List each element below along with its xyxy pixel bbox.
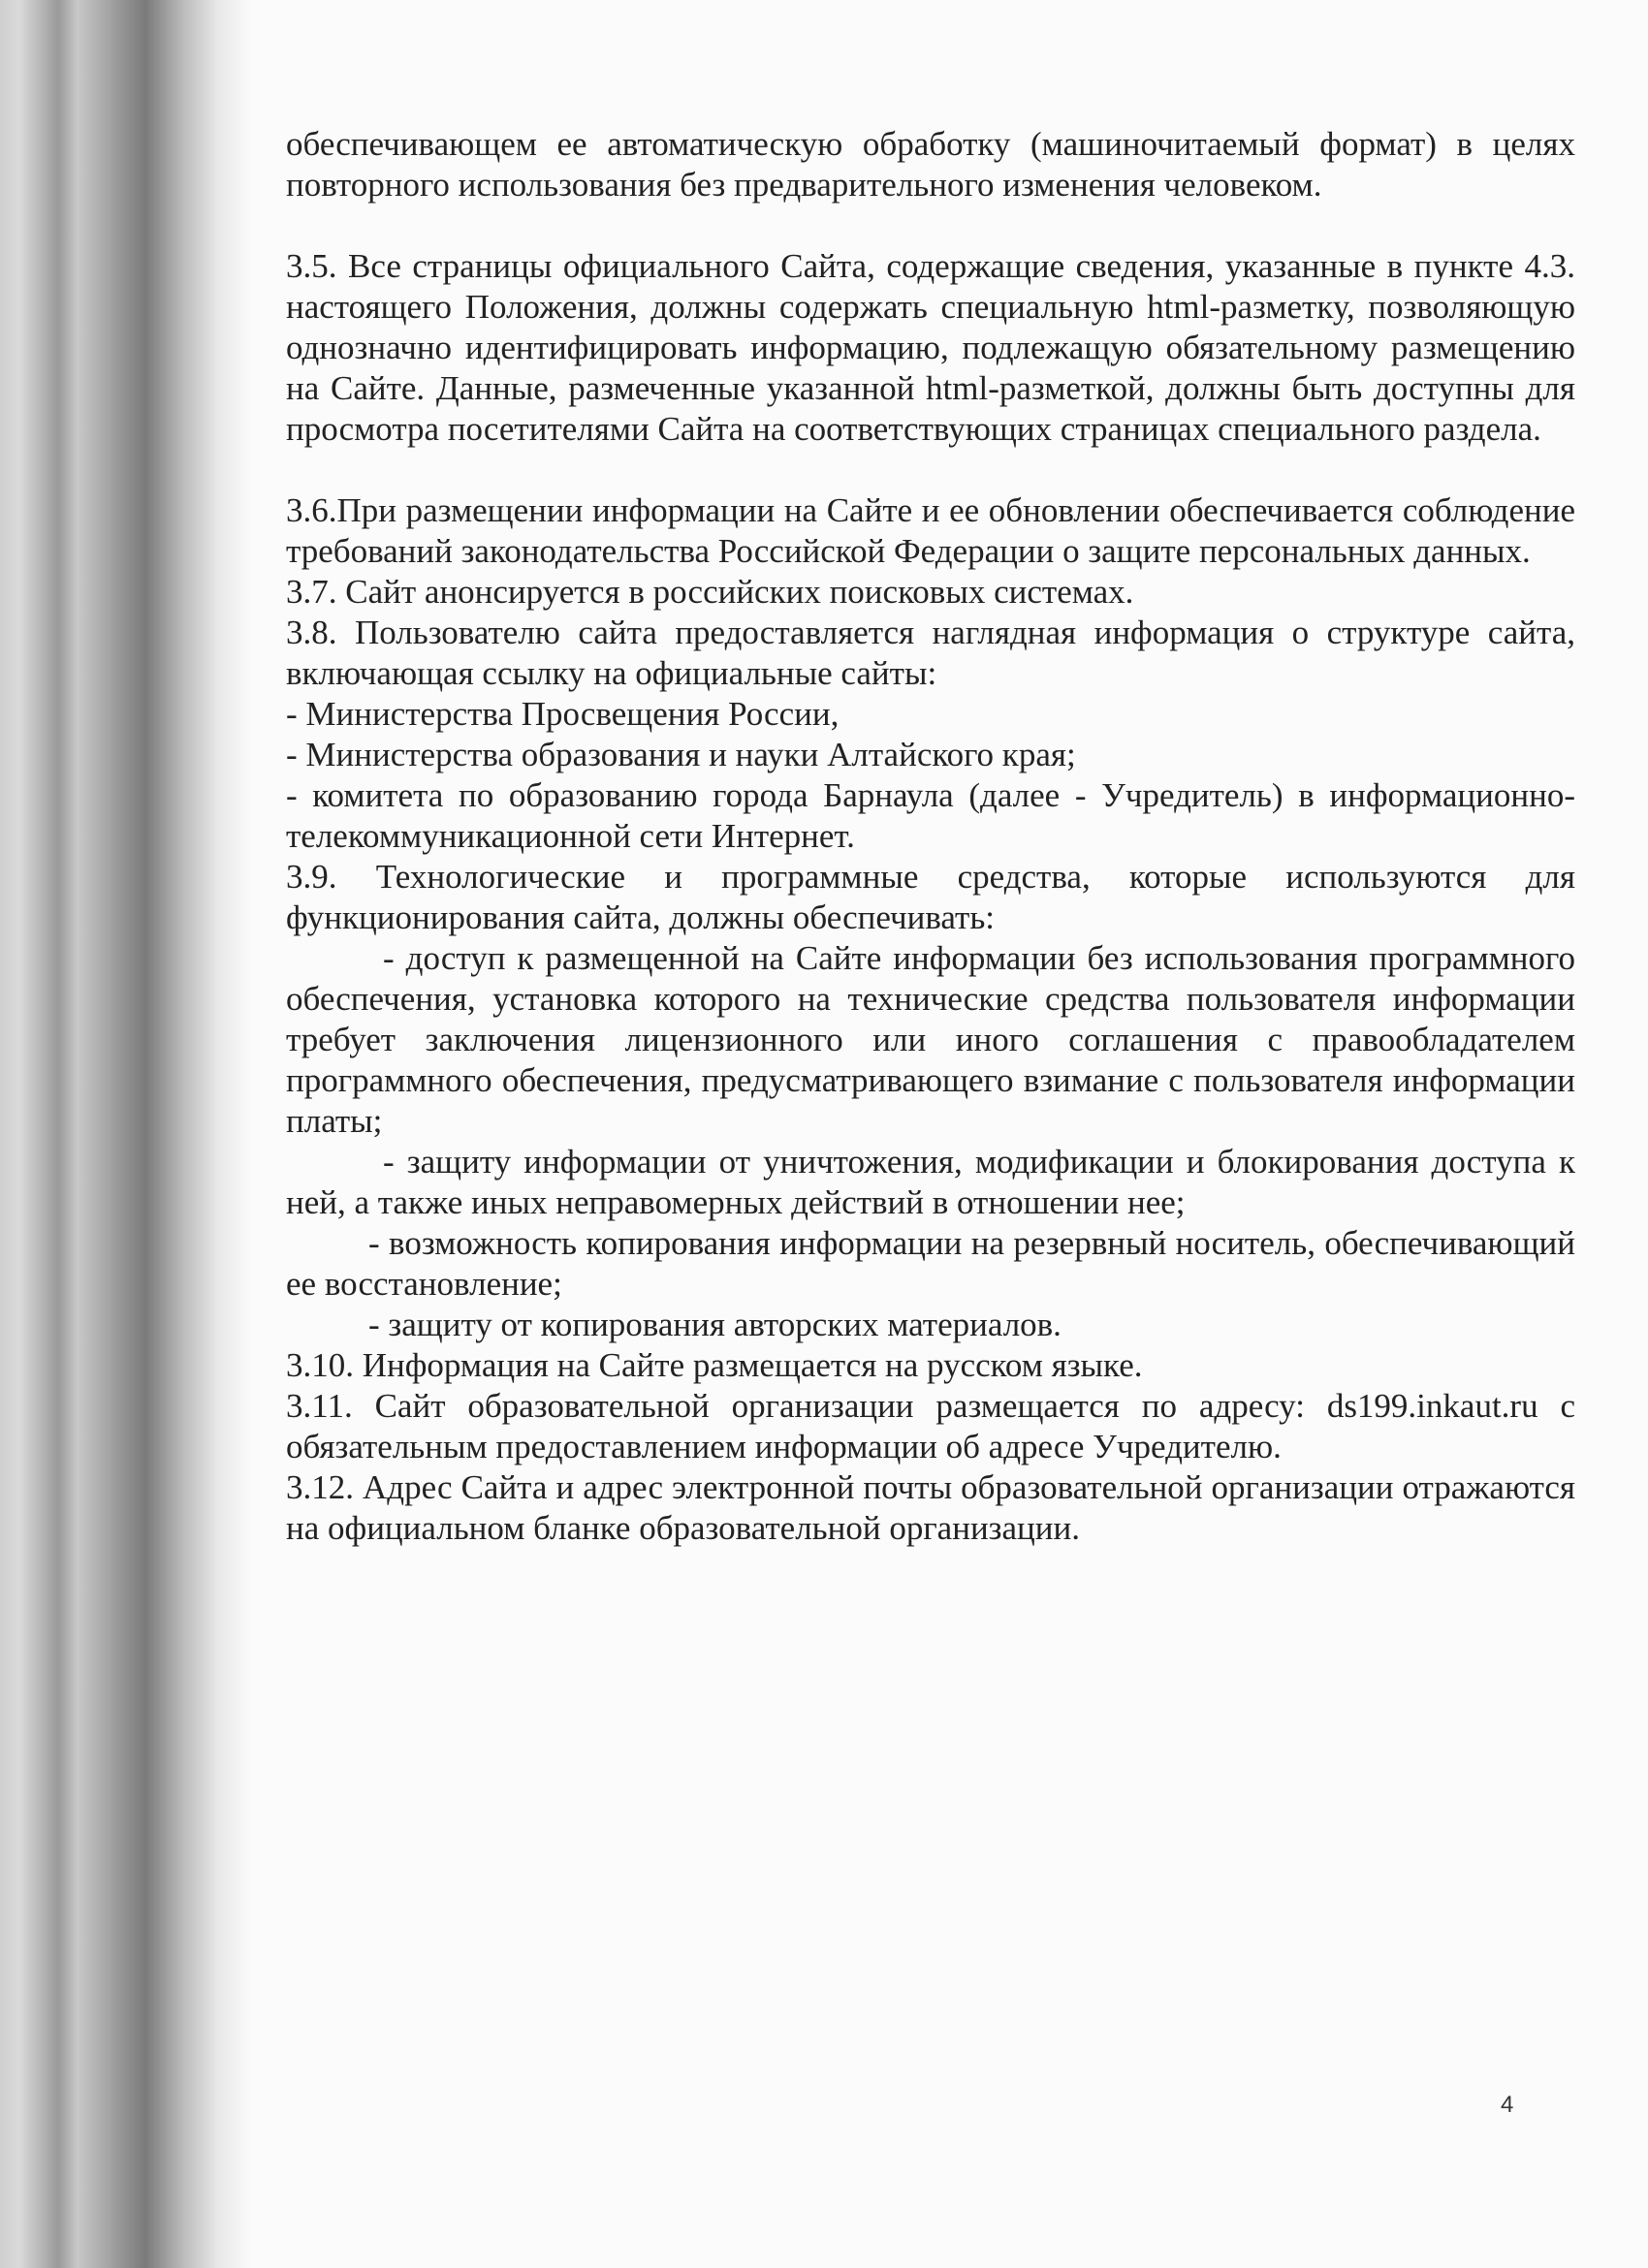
paragraph-3-12: 3.12. Адрес Сайта и адрес электронной почты образовательной организации отражаются на официальном бланке образовательной организации.: [286, 1468, 1575, 1547]
list-item-ministry-altai: - Министерства образования и науки Алтайского края;: [286, 736, 1076, 773]
page-number: 4: [1501, 2092, 1514, 2118]
list-item-committee-barnaul: - комитета по образованию города Барнаула (далее - Учредитель) в информационно-телекоммуникационной сети Интернет.: [286, 776, 1575, 855]
list-item-access: - доступ к размещенной на Сайте информации без использования программного обеспечения, установка которого на технические средства пользователя информации требует заключения лицензионного или иного соглашения с правообладателем программного обеспечения, предусматривающего взимание с пользователя информации платы;: [286, 939, 1575, 1140]
scan-binding-shadow: [0, 0, 252, 2268]
paragraph-3-9: 3.9. Технологические и программные средства, которые используются для функционирования сайта, должны обеспечивать:: [286, 858, 1575, 936]
paragraph-3-5: 3.5. Все страницы официального Сайта, содержащие сведения, указанные в пункте 4.3. настоящего Положения, должны содержать специальную html-разметку, позволяющую однозначно идентифицировать информацию, подлежащую обязательному размещению на Сайте. Данные, размеченные указанной html-разметкой, должны быть доступны для просмотра посетителями Сайта на соответствующих страницах специального раздела.: [286, 247, 1575, 448]
document-page: [286, 124, 1575, 1549]
list-item-copy-protection: - защиту от копирования авторских материалов.: [368, 1306, 1062, 1343]
paragraph-continuation: обеспечивающем ее автоматическую обработку (машиночитаемый формат) в целях повторного использования без предварительного изменения человеком.: [286, 125, 1575, 204]
paragraph-3-8: 3.8. Пользователю сайта предоставляется наглядная информация о структуре сайта, включающая ссылку на официальные сайты:: [286, 614, 1575, 692]
list-item-backup: - возможность копирования информации на резервный носитель, обеспечивающий ее восстановление;: [286, 1224, 1575, 1303]
paragraph-3-6: 3.6.При размещении информации на Сайте и ее обновлении обеспечивается соблюдение требований законодательства Российской Федерации о защите персональных данных.: [286, 491, 1575, 570]
paragraph-3-7: 3.7. Сайт анонсируется в российских поисковых системах.: [286, 573, 1134, 611]
paragraph-3-11: 3.11. Сайт образовательной организации размещается по адресу: ds199.inkaut.ru с обязательным предоставлением информации об адресе Учредителю.: [286, 1387, 1575, 1465]
list-item-ministry-education: - Министерства Просвещения России,: [286, 695, 840, 733]
paragraph-3-10: 3.10. Информация на Сайте размещается на русском языке.: [286, 1346, 1143, 1384]
list-item-protection: - защиту информации от уничтожения, модификации и блокирования доступа к ней, а также иных неправомерных действий в отношении нее;: [286, 1143, 1575, 1221]
